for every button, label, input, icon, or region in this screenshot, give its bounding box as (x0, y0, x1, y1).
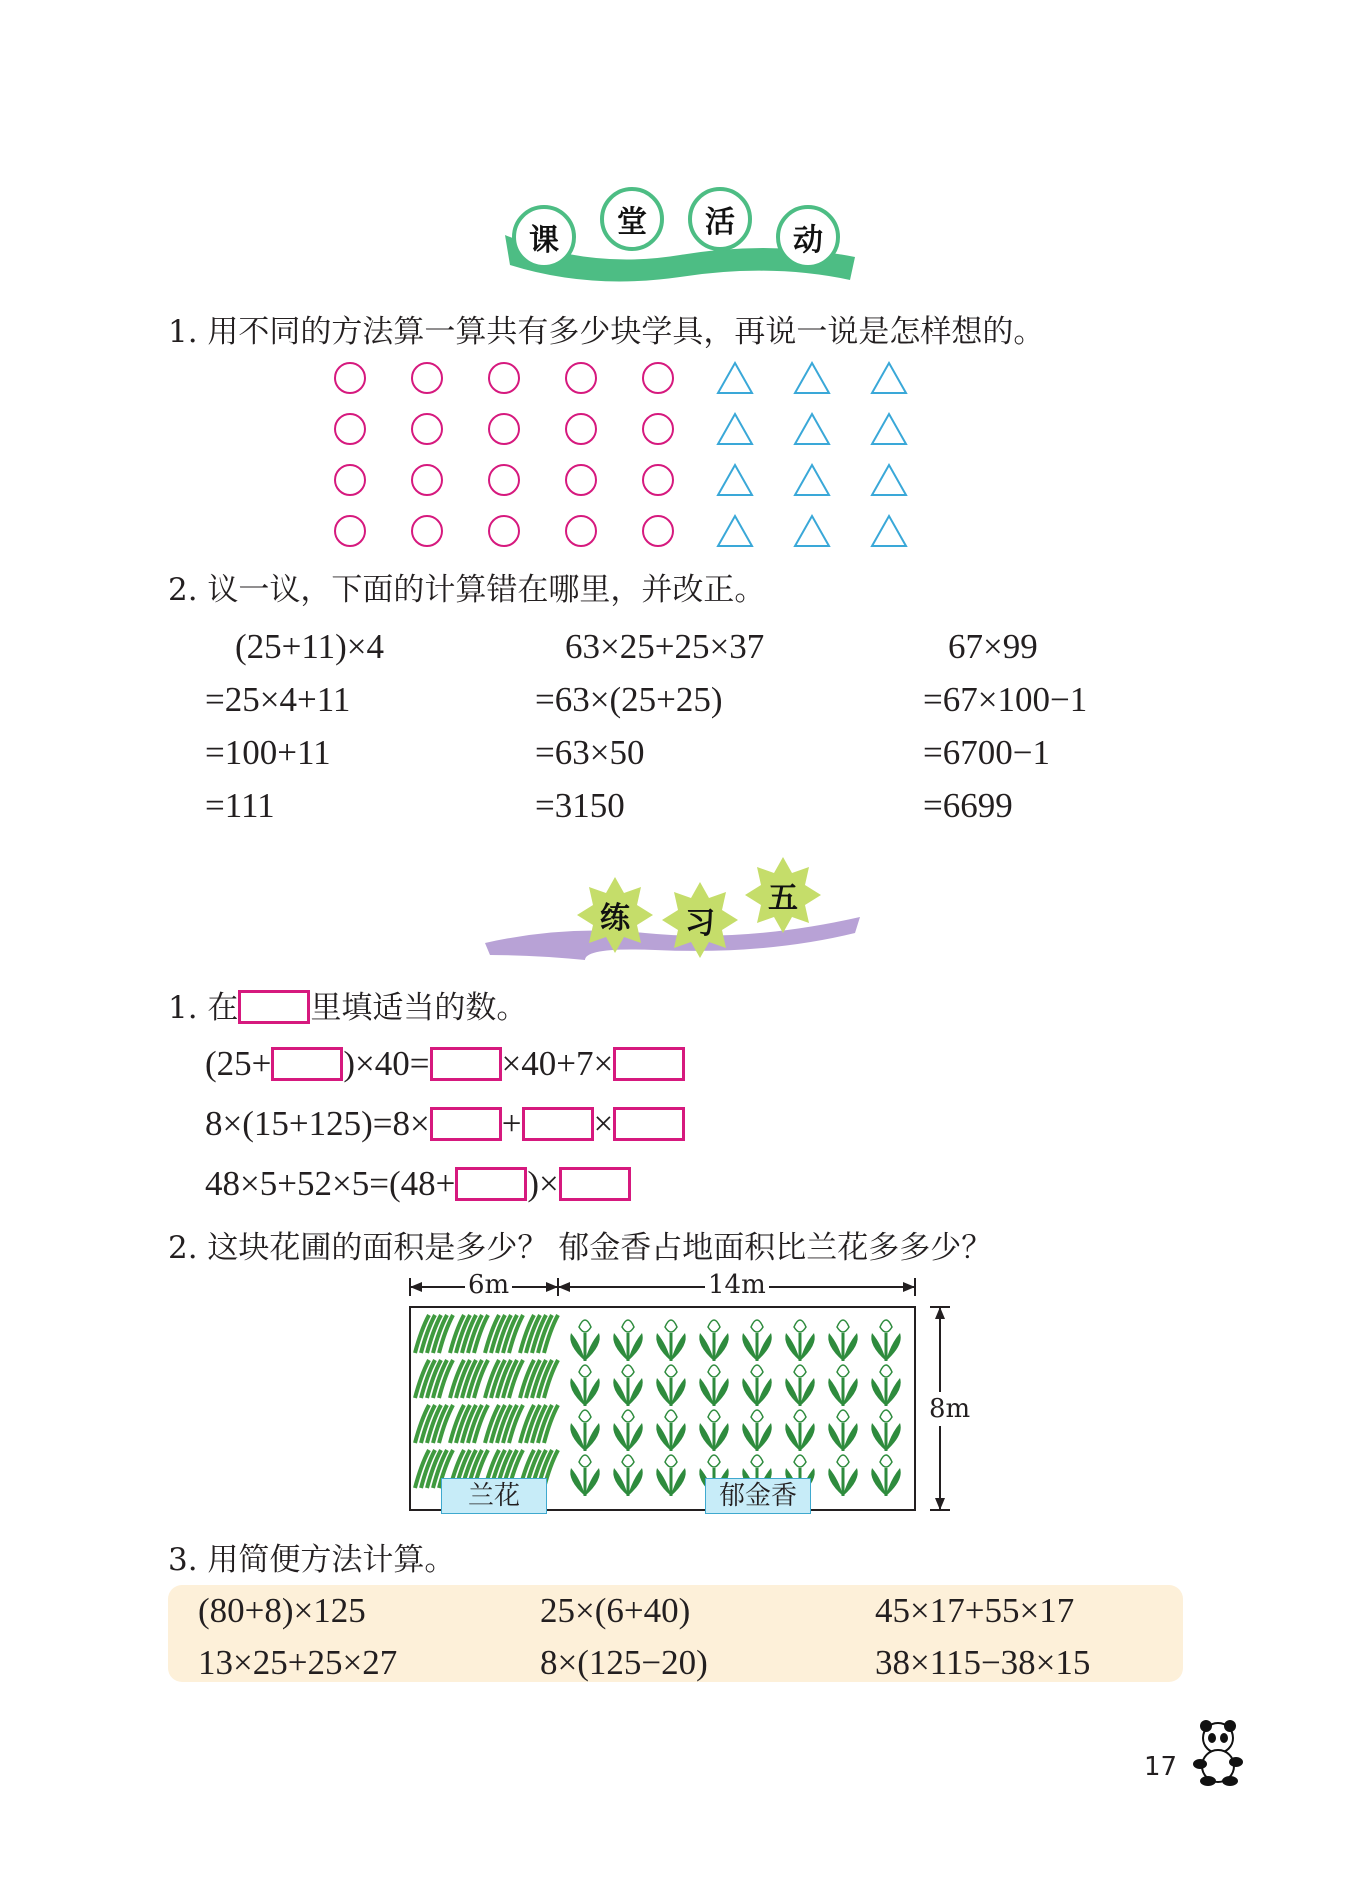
triangle-icon (869, 360, 909, 400)
triangle-icon (792, 411, 832, 451)
width-left-label: 6m (465, 1270, 512, 1300)
circle-icon (638, 462, 678, 502)
banner-star: 练 (575, 875, 655, 955)
circle-icon (484, 462, 524, 502)
calc-line: =25×4+11 (205, 680, 351, 719)
calc-line: (25+11)×4 (235, 627, 384, 666)
equation-1: (25+ )×40= ×40+7× (205, 1042, 685, 1086)
calc-line: =63×50 (535, 733, 645, 772)
tulip-label: 郁金香 (705, 1478, 811, 1514)
banner-char: 堂 (600, 187, 664, 251)
answer-box[interactable] (238, 990, 310, 1024)
calc-line: =67×100−1 (923, 680, 1088, 719)
q1-suffix: 里填适当的数。 (310, 990, 528, 1026)
calc-column (205, 625, 384, 828)
calc-column (535, 625, 764, 828)
calc-line: 67×99 (948, 627, 1038, 666)
answer-box[interactable] (522, 1107, 594, 1141)
calc-item: 45×17+55×17 (875, 1591, 1075, 1630)
triangle-icon (715, 462, 755, 502)
circle-icon (407, 513, 447, 553)
triangle-icon (792, 360, 832, 400)
circle-icon (484, 360, 524, 400)
triangle-icon (792, 513, 832, 553)
calc-item: 13×25+25×27 (198, 1643, 398, 1682)
circle-icon (638, 411, 678, 451)
calc-line: =111 (205, 786, 275, 825)
triangle-icon (715, 411, 755, 451)
circle-icon (330, 360, 370, 400)
triangle-icon (869, 462, 909, 502)
answer-box[interactable] (613, 1107, 685, 1141)
answer-box[interactable] (559, 1167, 631, 1201)
answer-box[interactable] (430, 1107, 502, 1141)
circle-icon (561, 513, 601, 553)
panda-icon (1188, 1718, 1248, 1788)
triangle-icon (792, 462, 832, 502)
answer-box[interactable] (430, 1047, 502, 1081)
circle-icon (407, 462, 447, 502)
circle-icon (484, 513, 524, 553)
calc-item: 8×(125−20) (540, 1643, 708, 1682)
banner-star: 五 (743, 855, 823, 935)
circle-icon (407, 360, 447, 400)
calc-column (923, 625, 1087, 828)
circle-icon (407, 411, 447, 451)
answer-box[interactable] (613, 1047, 685, 1081)
page-number: 17 (1144, 1752, 1178, 1782)
triangle-icon (715, 513, 755, 553)
triangle-icon (869, 411, 909, 451)
practice-q1 (168, 988, 527, 1028)
banner-char: 课 (512, 205, 576, 269)
calc-line: =6699 (923, 786, 1013, 825)
equation-3: 48×5+52×5=(48+ )× (205, 1162, 631, 1206)
calc-line: 63×25+25×37 (565, 627, 765, 666)
banner-char: 活 (688, 187, 752, 251)
calc-line: =100+11 (205, 733, 331, 772)
answer-box[interactable] (271, 1047, 343, 1081)
circle-icon (484, 411, 524, 451)
circle-icon (561, 411, 601, 451)
calc-item: (80+8)×125 (198, 1591, 366, 1630)
garden-diagram (405, 1270, 971, 1520)
banner-char: 动 (776, 205, 840, 269)
circle-icon (330, 411, 370, 451)
calc-item: 38×115−38×15 (875, 1643, 1091, 1682)
circle-icon (638, 360, 678, 400)
circle-icon (638, 513, 678, 553)
activity-banner (500, 185, 860, 285)
calc-line: =6700−1 (923, 733, 1050, 772)
answer-box[interactable] (455, 1167, 527, 1201)
height-label: 8m (929, 1394, 971, 1424)
practice-q3: 3. 用简便方法计算。 (168, 1542, 456, 1578)
circle-icon (561, 360, 601, 400)
practice-banner (485, 855, 865, 965)
width-right-label: 14m (705, 1270, 769, 1300)
circle-icon (330, 513, 370, 553)
activity-q1: 1. 用不同的方法算一算共有多少块学具，再说一说是怎样想的。 (168, 314, 1045, 350)
equation-2: 8×(15+125)=8× + × (205, 1102, 685, 1146)
orchid-label: 兰花 (441, 1478, 547, 1514)
triangle-icon (869, 513, 909, 553)
shapes-grid (330, 360, 930, 560)
activity-q2: 2. 议一议，下面的计算错在哪里，并改正。 (168, 572, 766, 608)
q1-prefix: 1. 在 (168, 990, 239, 1026)
circle-icon (330, 462, 370, 502)
calc-line: =63×(25+25) (535, 680, 723, 719)
triangle-icon (715, 360, 755, 400)
calc-line: =3150 (535, 786, 625, 825)
circle-icon (561, 462, 601, 502)
practice-q2: 2. 这块花圃的面积是多少？ 郁金香占地面积比兰花多多少？ (168, 1230, 993, 1266)
banner-star: 习 (660, 880, 740, 960)
calc-item: 25×(6+40) (540, 1591, 691, 1630)
